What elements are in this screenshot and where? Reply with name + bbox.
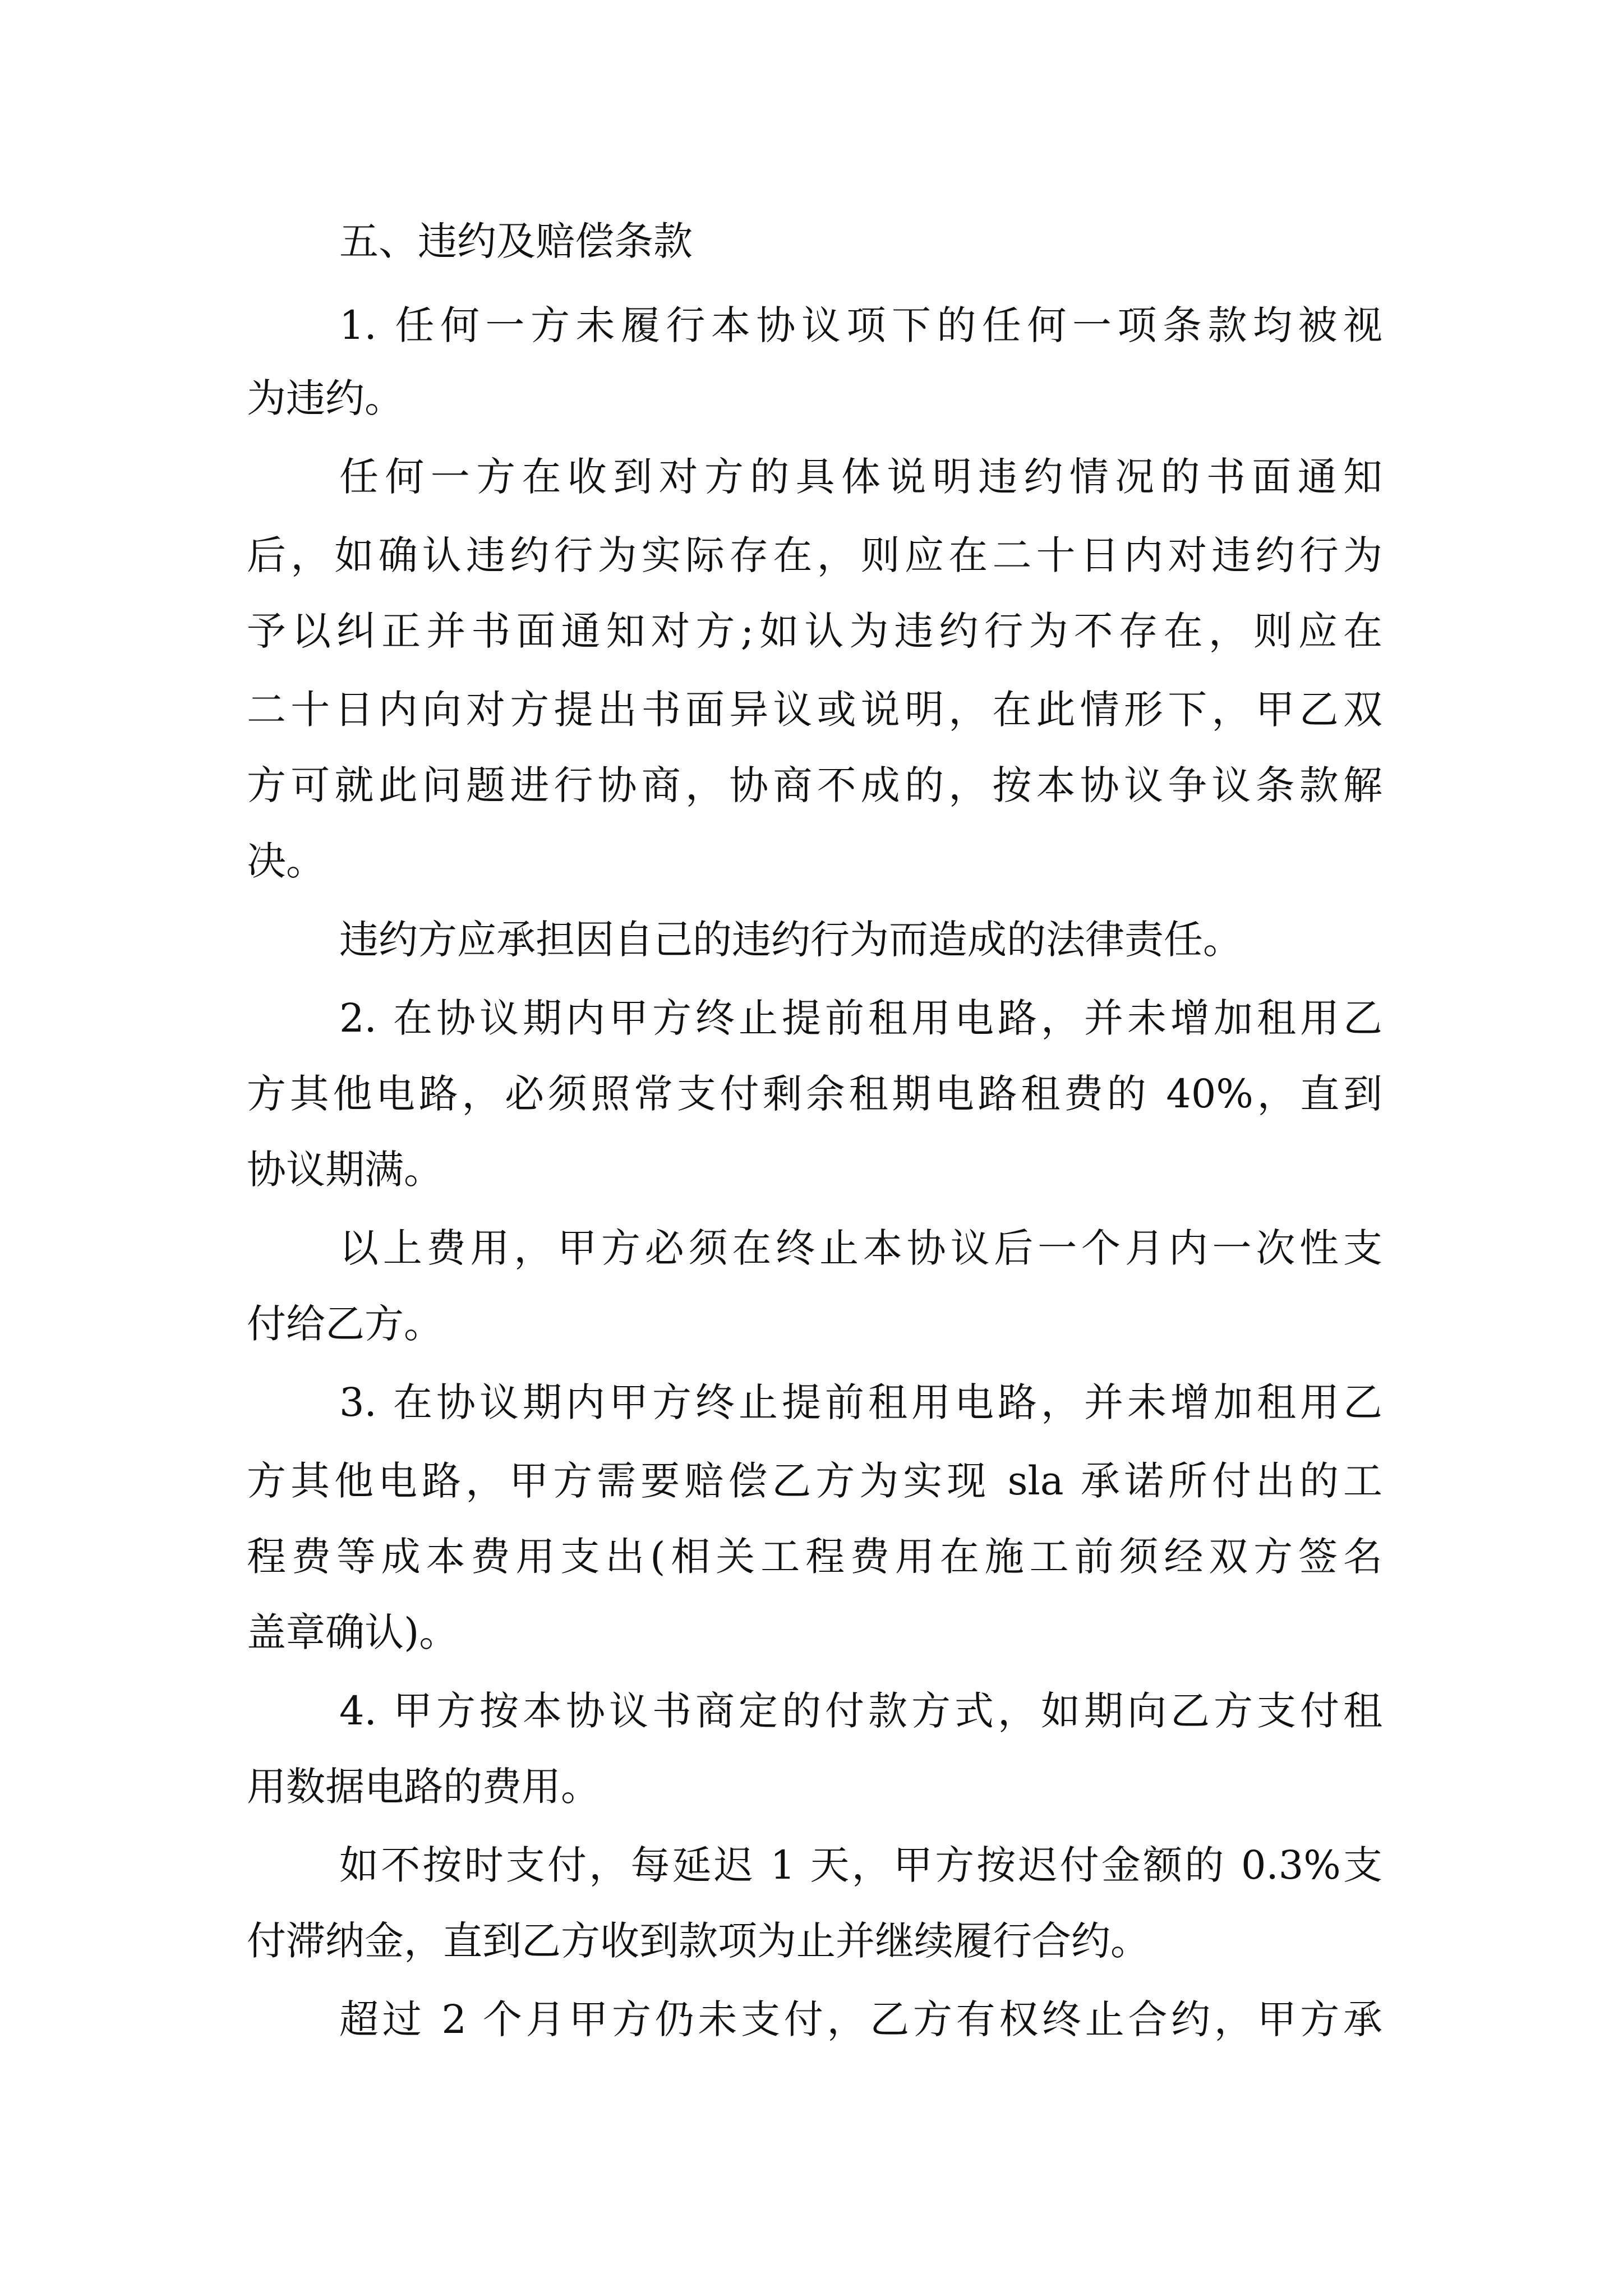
clause-2-line-2: 方其他电路，必须照常支付剩余租期电路租费的 40%，直到 — [247, 1071, 1382, 1117]
clause-1-para-2-line-5: 方可就此问题进行协商，协商不成的，按本协议争议条款解 — [247, 762, 1382, 808]
clause-1-para-2-line-6: 决。 — [247, 838, 325, 884]
clause-2-line-1: 2. 在协议期内甲方终止提前租用电路，并未增加租用乙 — [339, 995, 1382, 1041]
clause-3-line-3: 程费等成本费用支出(相关工程费用在施工前须经双方签名 — [247, 1534, 1382, 1580]
clause-1-para-3-line-1: 违约方应承担因自己的违约行为而造成的法律责任。 — [339, 917, 1242, 963]
clause-1-line-1: 1. 任何一方未履行本协议项下的任何一项条款均被视 — [339, 302, 1382, 348]
clause-3-line-4: 盖章确认)。 — [247, 1609, 459, 1655]
section-heading: 五、违约及赔偿条款 — [339, 218, 693, 264]
clause-4-para-2-line-2: 付滞纳金，直到乙方收到款项为止并继续履行合约。 — [247, 1918, 1150, 1964]
clause-3-line-1: 3. 在协议期内甲方终止提前租用电路，并未增加租用乙 — [339, 1379, 1382, 1425]
clause-1-para-2-line-3: 予以纠正并书面通知对方;如认为违约行为不存在，则应在 — [247, 608, 1382, 654]
clause-2-para-2-line-2: 付给乙方。 — [247, 1301, 443, 1347]
clause-1-para-2-line-1: 任何一方在收到对方的具体说明违约情况的书面通知 — [339, 454, 1382, 500]
clause-4-para-3-line-1: 超过 2 个月甲方仍未支付，乙方有权终止合约，甲方承 — [339, 1996, 1382, 2042]
clause-4-line-2: 用数据电路的费用。 — [247, 1764, 600, 1810]
clause-2-para-2-line-1: 以上费用，甲方必须在终止本协议后一个月内一次性支 — [339, 1225, 1382, 1271]
clause-1-para-2-line-4: 二十日内向对方提出书面异议或说明，在此情形下，甲乙双 — [247, 687, 1382, 733]
clause-4-line-1: 4. 甲方按本协议书商定的付款方式，如期向乙方支付租 — [339, 1688, 1382, 1734]
clause-1-line-2: 为违约。 — [247, 375, 404, 421]
clause-2-line-3: 协议期满。 — [247, 1147, 443, 1193]
clause-1-para-2-line-2: 后，如确认违约行为实际存在，则应在二十日内对违约行为 — [247, 532, 1382, 578]
clause-3-line-2: 方其他电路，甲方需要赔偿乙方为实现 sla 承诺所付出的工 — [247, 1458, 1382, 1504]
clause-4-para-2-line-1: 如不按时支付，每延迟 1 天，甲方按迟付金额的 0.3%支 — [339, 1842, 1382, 1888]
